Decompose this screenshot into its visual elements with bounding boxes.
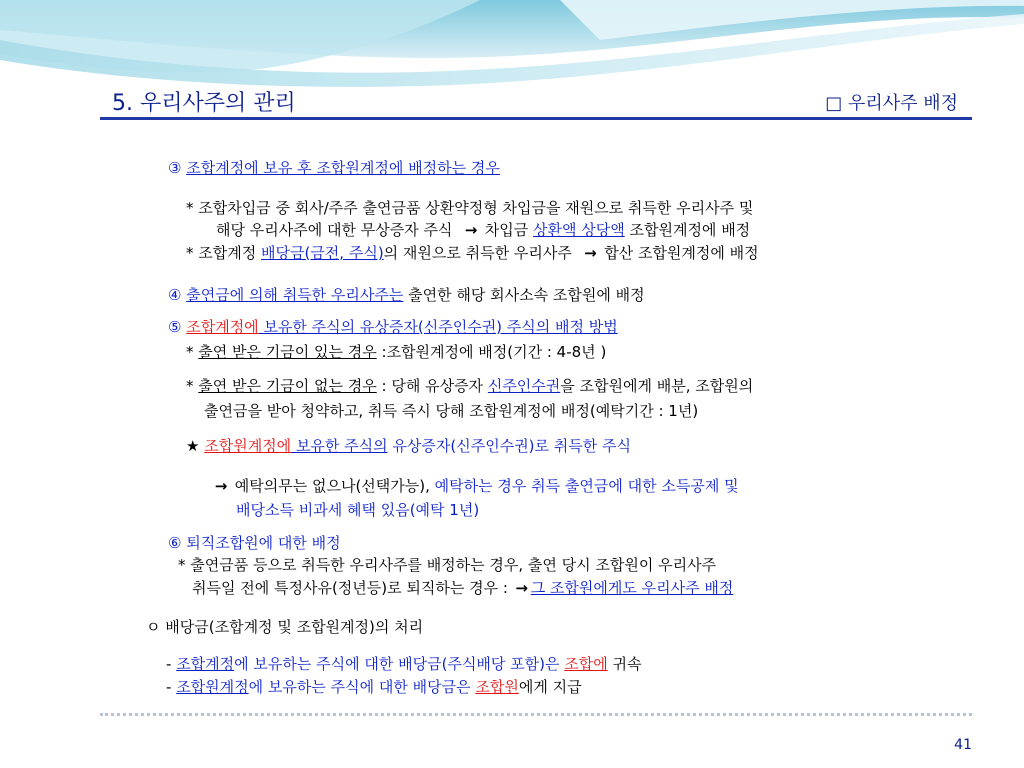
item-3-bullet-1-text: 해당 우리사주에 대한 무상증자 주식 xyxy=(216,221,453,239)
right-arrow-icon: → xyxy=(464,221,478,239)
item-3-bullet-1-line-2 xyxy=(216,220,750,240)
item-5-bullet-1-mark: * xyxy=(186,343,199,361)
item-6-bullet-highlight: 그 조합원에게도 우리사주 배정 xyxy=(530,579,734,597)
star-red-text: 조합원계정에 xyxy=(204,437,292,455)
dividend-item-1 xyxy=(166,654,642,674)
item-5-bullet-1-underlined: 출연 받은 기금이 있는 경우 xyxy=(198,343,377,361)
page-number: 41 xyxy=(954,737,972,753)
star-blue-text: 보유한 주식의 xyxy=(291,437,388,455)
item-5-red-text: 조합계정에 xyxy=(186,318,259,336)
item-3-heading xyxy=(168,158,500,178)
dividend-item-2-dash: - xyxy=(166,678,177,696)
right-arrow-icon: → xyxy=(584,244,597,262)
footer-divider xyxy=(100,713,972,716)
item-3-bullet-2-text-d: 합산 조합원계정에 배정 xyxy=(599,244,759,262)
dividend-heading xyxy=(146,617,423,637)
dividend-bullet: ㅇ xyxy=(146,618,166,636)
star-icon: ★ xyxy=(186,437,205,455)
item-3-bullet-2-text-a: * 조합계정 xyxy=(186,244,261,262)
item-6-heading xyxy=(168,533,341,553)
item-5-number: ⑤ xyxy=(168,318,187,336)
item-3-bullet-1-line-1: * 조합차입금 중 회사/주주 출연금품 상환약정형 차입금을 재원으로 취득한 우리사주 및 xyxy=(186,199,754,217)
dividend-item-1-text: 에 보유하는 주식에 대한 배당금(주식배당 포함)은 xyxy=(234,655,565,673)
item-4 xyxy=(168,285,645,305)
dividend-item-2-text: 에 보유하는 주식에 대한 배당금은 xyxy=(248,678,476,696)
item-4-text: 출연한 해당 회사소속 조합원에 배정 xyxy=(403,286,645,304)
item-5-bullet-2-underlined: 출연 받은 기금이 없는 경우 xyxy=(198,377,377,395)
star-sub-text: 예탁의무는 없으나(선택가능), xyxy=(230,477,435,495)
star-sub-highlight: 예탁하는 경우 취득 출연금에 대한 소득공제 및 xyxy=(434,477,739,495)
star-note xyxy=(186,436,631,456)
item-3-bullet-1-highlight: 상환액 상당액 xyxy=(533,221,625,239)
right-arrow-icon: → xyxy=(214,477,228,495)
item-5-bullet-1-text: :조합원계정에 배정(기간 : 4-8년 ) xyxy=(376,343,607,361)
item-4-highlight: 출연금에 의해 취득한 우리사주는 xyxy=(186,286,404,304)
item-6-bullet-text: 취득일 전에 특정사유(정년등)로 퇴직하는 경우 : xyxy=(192,579,513,597)
item-5-bullet-1 xyxy=(186,342,606,362)
dividend-item-2-highlight: 조합원계정 xyxy=(176,678,249,696)
item-4-number: ④ xyxy=(168,286,187,304)
item-3-number: ③ xyxy=(168,159,187,177)
item-5-bullet-2-text-c: : 당해 유상증자 xyxy=(376,377,488,395)
item-5-bullet-2-line-1 xyxy=(186,376,753,396)
item-5-bullet-2-line-2: 출연금을 받아 청약하고, 취득 즉시 당해 조합원계정에 배정(예탁기간 : 1년) xyxy=(204,402,699,420)
dividend-item-2-tail: 에게 지급 xyxy=(518,678,582,696)
dividend-item-2 xyxy=(166,677,582,697)
dividend-item-1-highlight: 조합계정 xyxy=(176,655,235,673)
item-5-bullet-2-text-e: 을 조합원에게 배분, 조합원의 xyxy=(560,377,754,395)
item-3-bullet-1-text-b: 차입금 xyxy=(479,221,533,239)
dividend-item-1-red: 조합에 xyxy=(564,655,608,673)
item-3-bullet-2 xyxy=(186,243,759,263)
item-6-bullet-line-1: * 출연금품 등으로 취득한 우리사주를 배정하는 경우, 출연 당시 조합원이 우리사주 xyxy=(178,556,717,574)
star-text: 유상증자(신주인수권)로 취득한 주식 xyxy=(387,437,632,455)
title-divider xyxy=(100,117,972,120)
item-5-text: 보유한 주식의 유상증자(신주인수권) 주식의 배정 방법 xyxy=(258,318,618,336)
right-arrow-icon: → xyxy=(515,579,528,597)
section-label: □ 우리사주 배정 xyxy=(825,93,958,114)
item-5-heading xyxy=(168,317,618,337)
item-6-number: ⑥ xyxy=(168,534,187,552)
item-5-bullet-2-mark: * xyxy=(186,377,199,395)
dividend-text: 배당금(조합계정 및 조합원계정)의 처리 xyxy=(165,618,424,636)
star-sub-line-1 xyxy=(212,476,739,496)
item-3-bullet-1-text-d: 조합원계정에 배정 xyxy=(624,221,751,239)
item-6-bullet-line-2 xyxy=(192,578,733,598)
dividend-item-1-dash: - xyxy=(166,655,177,673)
item-3-text: 조합계정에 보유 후 조합원계정에 배정하는 경우 xyxy=(186,159,500,177)
item-6-text: 퇴직조합원에 대한 배정 xyxy=(186,534,341,552)
dividend-item-1-tail: 귀속 xyxy=(607,655,642,673)
item-3-bullet-2-text-c: 의 재원으로 취득한 우리사주 xyxy=(383,244,577,262)
item-3-bullet-2-highlight: 배당금(금전, 주식) xyxy=(261,244,384,262)
item-5-bullet-2-highlight: 신주인수권 xyxy=(487,377,561,395)
dividend-item-2-red: 조합원 xyxy=(475,678,519,696)
star-sub-line-2: 배당소득 비과세 혜택 있음(예탁 1년) xyxy=(236,501,480,519)
slide-title: 5. 우리사주의 관리 xyxy=(112,91,296,116)
